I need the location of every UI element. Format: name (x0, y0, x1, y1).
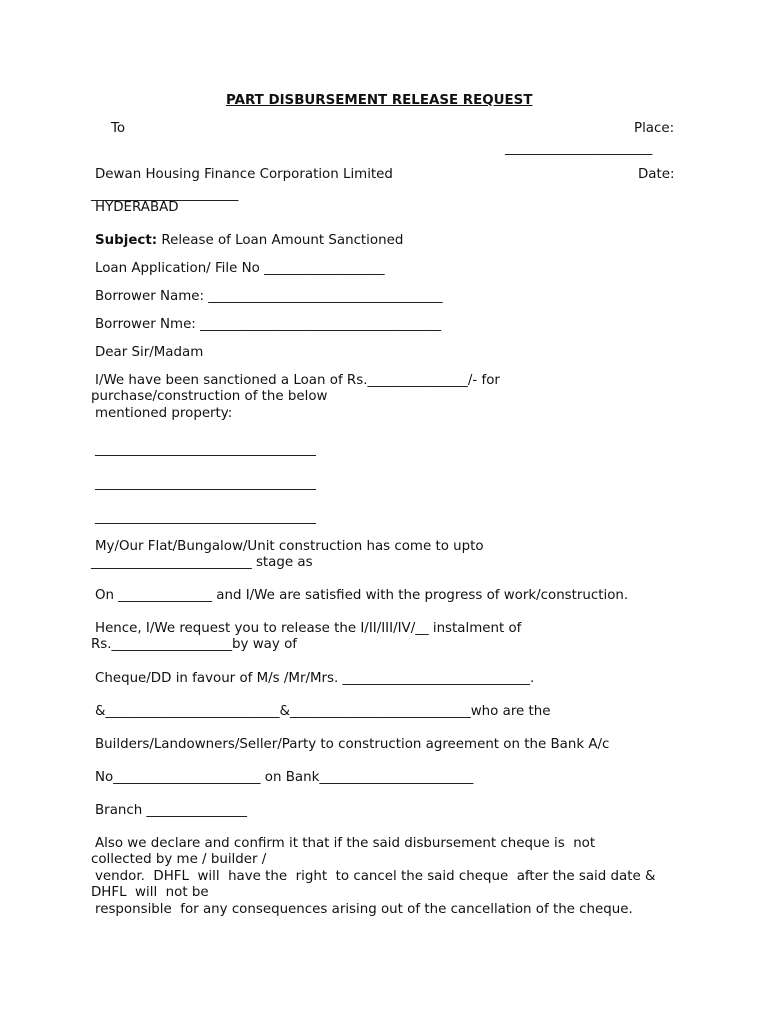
sanction-line-3: mentioned property: (95, 406, 233, 421)
cheque-line: Cheque/DD in favour of M/s /Mr/Mrs. ____________________________. (95, 671, 535, 686)
borrower-name-line-2: Borrower Nme: ____________________________________ (95, 317, 442, 332)
declaration-line-1: Also we declare and confirm it that if the said disbursement cheque is not (95, 836, 596, 851)
sanction-line-1: I/We have been sanctioned a Loan of Rs._______________/- for (95, 373, 500, 388)
on-date-line: On ______________ and I/We are satisfied with the progress of work/construction. (95, 588, 629, 603)
construction-line-1: My/Our Flat/Bungalow/Unit construction has come to upto (95, 539, 484, 554)
date-label: Date: (638, 167, 675, 182)
property-blank-3: _________________________________ (95, 510, 316, 525)
request-line-2: Rs.__________________by way of (91, 637, 297, 652)
borrower-name-line-1: Borrower Name: ___________________________________ (95, 289, 443, 304)
city-name: HYDERABAD (95, 200, 179, 215)
property-blank-2: _________________________________ (95, 476, 316, 491)
declaration-line-4: DHFL will not be (91, 885, 209, 900)
request-line-1: Hence, I/We request you to release the I/II/III/IV/__ instalment of (95, 621, 522, 636)
place-blank: ______________________ (505, 141, 653, 156)
declaration-line-3: vendor. DHFL will have the right to cancel the said cheque after the said date & (95, 869, 656, 884)
branch-line: Branch _______________ (95, 803, 247, 818)
document-title: PART DISBURSEMENT RELEASE REQUEST (226, 93, 533, 108)
to-label: To (111, 121, 126, 136)
construction-line-2: ________________________ stage as (91, 555, 313, 570)
place-label: Place: (634, 121, 675, 136)
declaration-line-2: collected by me / builder / (91, 852, 267, 867)
subject-text: Release of Loan Amount Sanctioned (157, 233, 404, 248)
address-blank: ______________________ (91, 187, 239, 202)
salutation: Dear Sir/Madam (95, 345, 204, 360)
property-blank-1: _________________________________ (95, 442, 316, 457)
and-line: &__________________________&___________________________who are the (95, 704, 551, 719)
subject-line (95, 233, 403, 249)
loan-application-line: Loan Application/ File No __________________ (95, 261, 385, 276)
sanction-line-2: purchase/construction of the below (91, 389, 328, 404)
builders-line: Builders/Landowners/Seller/Party to construction agreement on the Bank A/c (95, 737, 610, 752)
account-number-line: No______________________ on Bank_______________________ (95, 770, 474, 785)
subject-label: Subject: (95, 233, 158, 248)
declaration-line-5: responsible for any consequences arising out of the cancellation of the cheque. (95, 902, 633, 917)
company-name: Dewan Housing Finance Corporation Limited (95, 167, 393, 182)
